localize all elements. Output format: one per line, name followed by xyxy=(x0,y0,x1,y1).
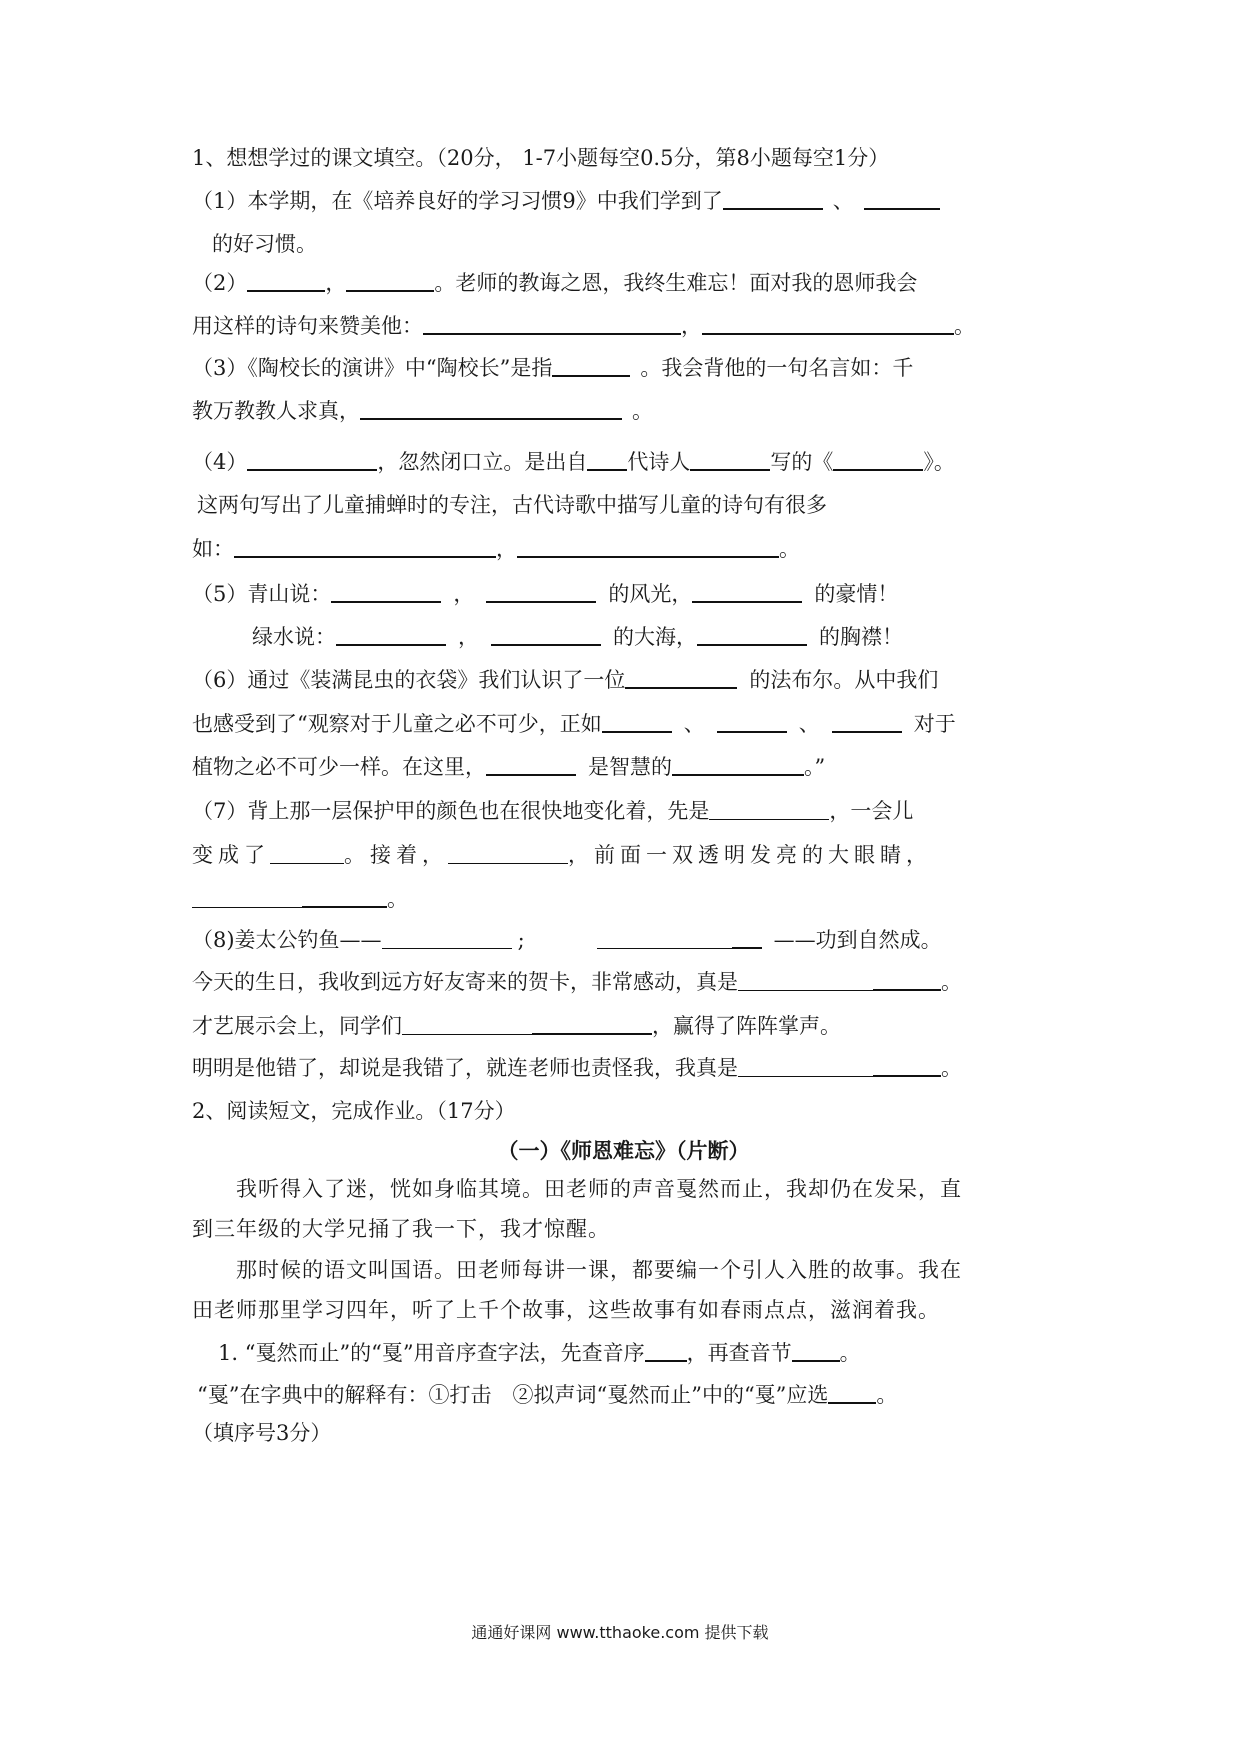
item-4-line-3: 如： ， 。 xyxy=(192,534,1055,564)
item-8-line-2: 今天的生日，我收到远方好友寄来的贺卡，非常感动，真是 。 xyxy=(192,967,1055,997)
blank[interactable] xyxy=(597,926,732,949)
blank[interactable] xyxy=(587,447,627,471)
blank[interactable] xyxy=(382,926,512,949)
blank[interactable] xyxy=(833,447,923,471)
blank[interactable] xyxy=(247,447,377,471)
item-4-line-1: （4） ，忽然闭口立。是出自 代诗人 写的《 》。 xyxy=(192,447,1055,477)
subquestion-1-line-2: “戛”在字典中的解释有：①打击 ②拟声词“戛然而止”中的“戛”应选 。 xyxy=(197,1380,1055,1410)
subquestion-1-line-3: （填序号3分） xyxy=(192,1421,332,1445)
blank[interactable] xyxy=(625,665,737,689)
item-4-line-2: 这两句写出了儿童捕蝉时的专注，古代诗歌中描写儿童的诗句有很多 xyxy=(197,493,827,517)
blank[interactable] xyxy=(709,797,829,820)
item-8-line-4: 明明是他错了，却说是我错了，就连老师也责怪我，我真是 。 xyxy=(192,1053,1055,1083)
blank[interactable] xyxy=(672,752,804,776)
blank[interactable] xyxy=(360,396,622,420)
question-1-title: 1、想想学过的课文填空。（20分， 1-7小题每空0.5分，第8小题每空1分） xyxy=(192,146,890,170)
item-6-line-1: （6）通过《装满昆虫的衣袋》我们认识了一位 的法布尔。从中我们 xyxy=(192,665,1055,695)
blank[interactable] xyxy=(302,884,387,908)
blank[interactable] xyxy=(832,709,902,733)
blank[interactable] xyxy=(491,622,601,646)
blank[interactable] xyxy=(331,579,441,603)
blank[interactable] xyxy=(717,709,787,733)
blank[interactable] xyxy=(732,925,762,949)
blank[interactable] xyxy=(690,447,770,471)
blank[interactable] xyxy=(738,968,873,991)
blank[interactable] xyxy=(864,186,940,210)
blank[interactable] xyxy=(448,841,568,864)
blank[interactable] xyxy=(270,841,344,864)
blank[interactable] xyxy=(234,534,496,558)
item-3-line-1: （3）《陶校长的演讲》中“陶校长”是指 。我会背他的一句名言如：千 xyxy=(192,353,1055,383)
item-7-line-1: （7）背上那一层保护甲的颜色也在很快地变化着，先是 ，一会儿 xyxy=(192,799,914,823)
passage-line: 到三年级的大学兄捅了我一下，我才惊醒。 xyxy=(192,1217,610,1241)
passage-line: 那时候的语文叫国语。田老师每讲一课，都要编一个引人入胜的故事。我在 xyxy=(236,1258,962,1282)
item-8-line-3: 才艺展示会上，同学们 ，赢得了阵阵掌声。 xyxy=(192,1011,1055,1041)
blank[interactable] xyxy=(423,311,681,335)
item-2-line-2: 用这样的诗句来赞美他： ， 。 xyxy=(192,311,1055,341)
passage-heading: （一）《师恩难忘》（片断） xyxy=(497,1138,750,1163)
blank[interactable] xyxy=(552,353,630,377)
blank[interactable] xyxy=(738,1054,873,1077)
item-7-line-2: 变成了 。接着， ，前面一双透明发亮的大眼睛， xyxy=(192,843,932,867)
blank[interactable] xyxy=(873,1053,941,1077)
passage-line: 我听得入了迷，恍如身临其境。田老师的声音戛然而止，我却仍在发呆，直 xyxy=(236,1177,962,1201)
blank[interactable] xyxy=(486,752,576,776)
item-1-line-2: 的好习惯。 xyxy=(212,232,317,256)
item-5-line-1: （5）青山说： ， 的风光， 的豪情！ xyxy=(192,579,1055,609)
blank[interactable] xyxy=(517,534,779,558)
blank[interactable] xyxy=(873,967,941,991)
blank[interactable] xyxy=(346,268,434,292)
item-5-line-2: 绿水说： ， 的大海， 的胸襟！ xyxy=(252,622,1055,652)
footer-source: 通通好课网 www.tthaoke.com 提供下载 xyxy=(471,1623,769,1642)
blank[interactable] xyxy=(486,579,596,603)
blank[interactable] xyxy=(792,1338,840,1362)
item-2-line-1: （2） ， 。老师的教诲之恩，我终生难忘！面对我的恩师我会 xyxy=(192,268,1055,298)
blank[interactable] xyxy=(702,311,954,335)
passage-line: 田老师那里学习四年，听了上千个故事，这些故事有如春雨点点，滋润着我。 xyxy=(192,1298,940,1322)
blank[interactable] xyxy=(247,268,325,292)
blank[interactable] xyxy=(336,622,446,646)
blank[interactable] xyxy=(697,622,807,646)
item-6-line-2: 也感受到了“观察对于儿童之必不可少，正如 、 、 对于 xyxy=(192,709,1055,739)
blank[interactable] xyxy=(602,709,672,733)
item-6-line-3: 植物之必不可少一样。在这里， 是智慧的 。” xyxy=(192,752,1055,782)
item-3-line-2: 教万教教人求真， 。 xyxy=(192,396,1055,426)
blank[interactable] xyxy=(692,579,802,603)
question-2-title: 2、阅读短文，完成作业。（17分） xyxy=(192,1099,516,1123)
blank[interactable] xyxy=(192,885,302,908)
blank[interactable] xyxy=(532,1011,652,1035)
blank[interactable] xyxy=(645,1338,687,1362)
subquestion-1-line-1: 1. “戛然而止”的“戛”用音序查字法，先查音序 ，再查音节 。 xyxy=(218,1338,1055,1368)
item-7-line-3: 。 xyxy=(192,884,1055,914)
blank[interactable] xyxy=(828,1380,876,1404)
item-1-line-1: （1）本学期，在《培养良好的学习习惯9》中我们学到了 、 xyxy=(192,186,1055,216)
blank[interactable] xyxy=(723,186,823,210)
blank[interactable] xyxy=(402,1012,532,1035)
item-8-line-1: （8)姜太公钓鱼—— ; ——功到自然成。 xyxy=(192,925,1055,955)
